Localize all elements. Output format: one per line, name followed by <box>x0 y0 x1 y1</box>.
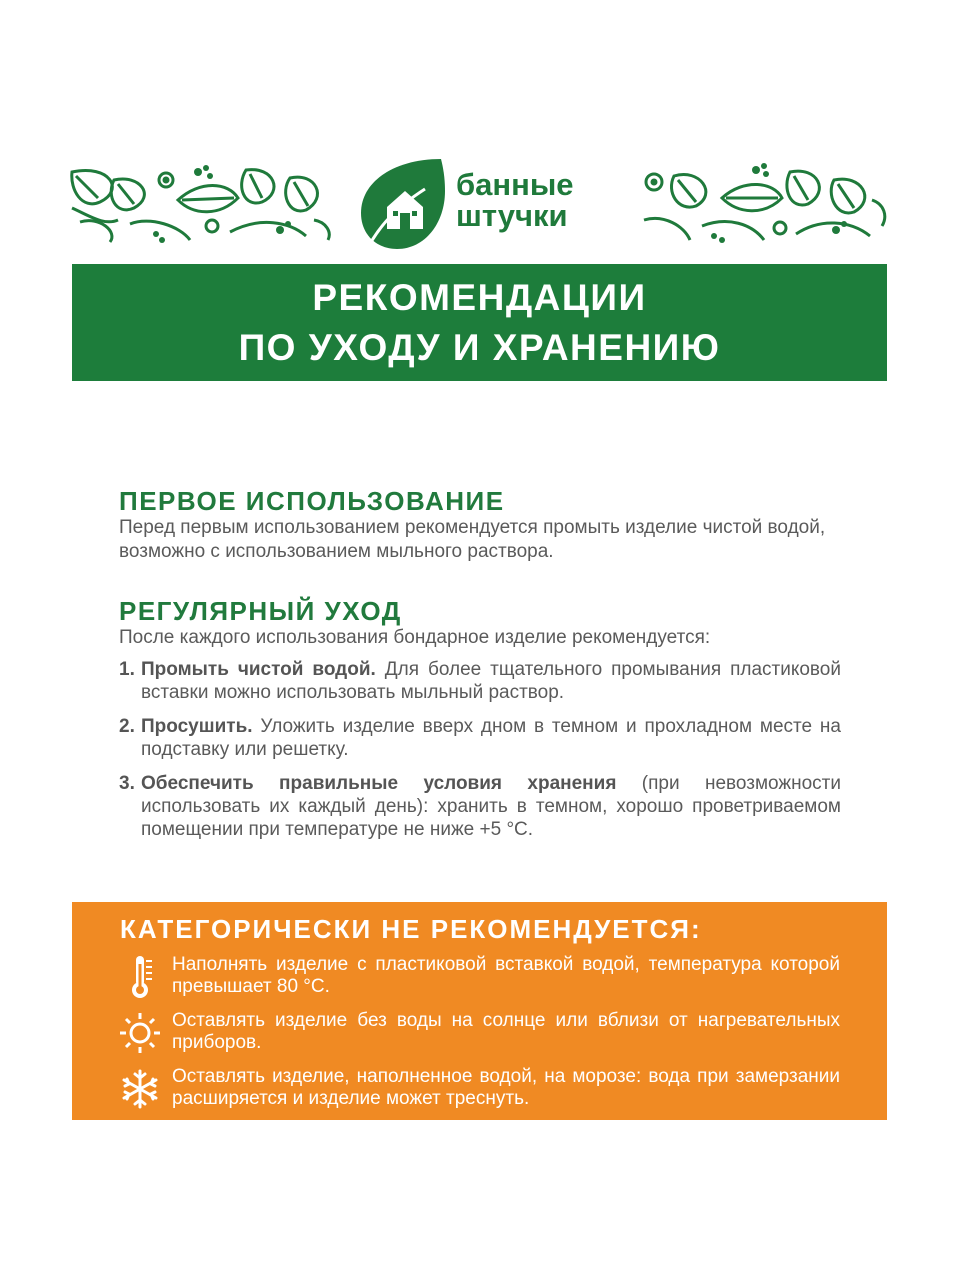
first-use-title: ПЕРВОЕ ИСПОЛЬЗОВАНИЕ <box>119 486 505 516</box>
brand-line-2: штучки <box>456 198 568 233</box>
regular-care-section <box>119 596 841 841</box>
warning-text: Оставлять изделие, наполненное водой, на морозе: вода при замерзании расширяется и изделие может треснуть. <box>172 1066 840 1109</box>
step-number: 1. <box>119 659 135 680</box>
leaf-ornament-right <box>640 160 888 245</box>
warning-title: КАТЕГОРИЧЕСКИ НЕ РЕКОМЕНДУЕТСЯ: <box>120 914 702 944</box>
brand-line-1: банные <box>456 167 574 202</box>
sun-icon <box>120 1010 160 1056</box>
house-leaf-icon <box>355 155 450 255</box>
care-steps-list <box>119 658 841 841</box>
first-use-text: Перед первым использованием рекомендуется промыть изделие чистой водой, возможно с использованием мыльного раствора. <box>119 517 826 562</box>
leaf-ornament-left <box>70 160 332 245</box>
step-number: 3. <box>119 773 135 794</box>
care-step <box>119 772 841 841</box>
step-heading: Просушить. <box>141 716 253 737</box>
warning-text: Оставлять изделие без воды на солнце или вблизи от нагревательных приборов. <box>172 1010 840 1053</box>
care-step <box>119 715 841 761</box>
regular-care-title: РЕГУЛЯРНЫЙ УХОД <box>119 596 402 626</box>
page-title-line-1: РЕКОМЕНДАЦИИ <box>312 276 647 318</box>
leaf-pattern-icon <box>70 160 332 245</box>
first-use-section <box>119 486 841 564</box>
step-heading: Обеспечить правильные условия хранения <box>141 773 617 794</box>
page-title-line-2: ПО УХОДУ И ХРАНЕНИЮ <box>238 326 721 368</box>
step-heading: Промыть чистой водой. <box>141 659 376 680</box>
leaf-pattern-icon <box>640 160 888 245</box>
step-number: 2. <box>119 716 135 737</box>
step-text: Уложить изделие вверх дном в темном и прохладном месте на подставку или решетку. <box>141 716 841 760</box>
page-title-banner <box>72 264 887 381</box>
care-step <box>119 658 841 704</box>
brand-name <box>456 169 574 231</box>
step-text: Для более тщательного промывания пластиковой вставки можно использовать мыльный раствор. <box>141 659 841 703</box>
warning-box <box>72 902 887 1120</box>
step-text: (при невозможности использовать их каждый день): хранить в темном, хорошо проветриваемом помещении при температуре не ниже +5 °С. <box>141 773 841 840</box>
brand-logo <box>355 155 615 255</box>
regular-care-intro: После каждого использования бондарное изделие рекомендуется: <box>119 627 711 648</box>
thermometer-icon <box>120 954 160 1000</box>
snowflake-icon <box>120 1066 160 1112</box>
warning-text: Наполнять изделие с пластиковой вставкой водой, температура которой превышает 80 °С. <box>172 954 840 997</box>
